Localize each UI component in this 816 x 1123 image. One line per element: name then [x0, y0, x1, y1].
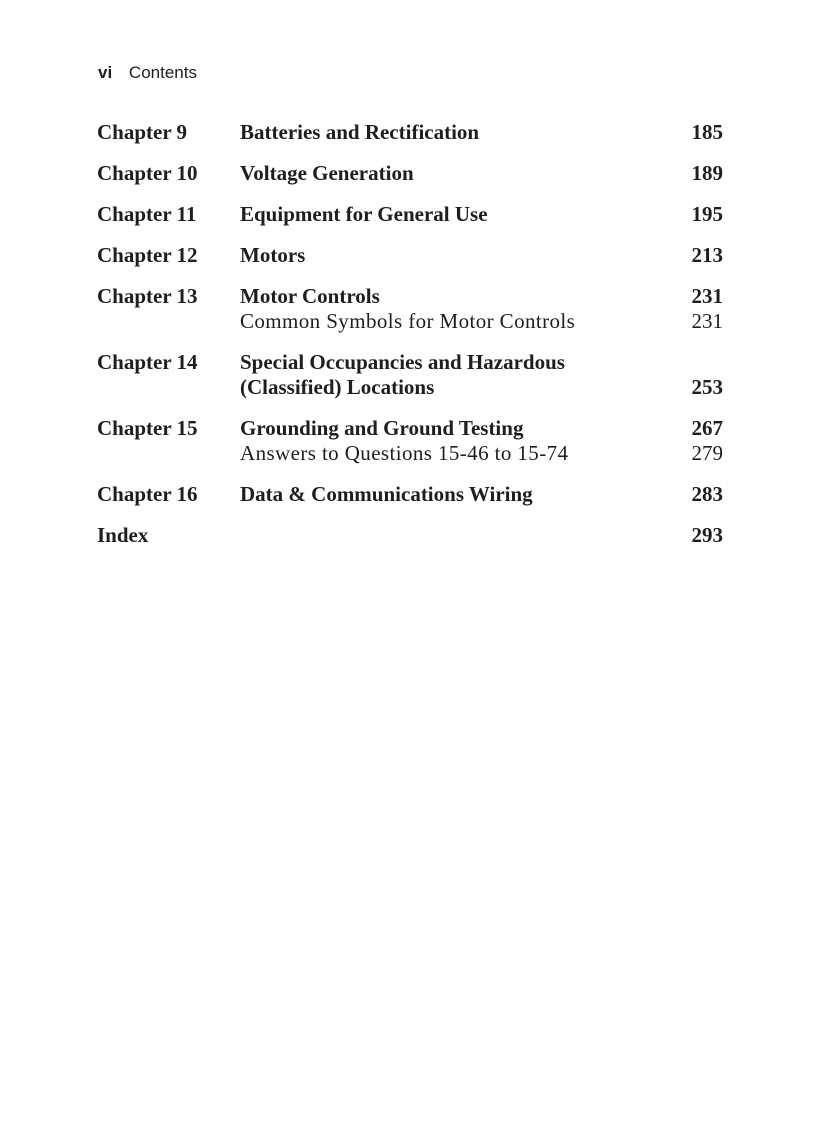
chapter-page-number: 253: [691, 375, 723, 399]
page-folio: vi: [98, 63, 113, 82]
toc-entry-chapter-12[interactable]: [97, 243, 723, 268]
chapter-page-number: 231: [691, 284, 723, 308]
index-title: [240, 523, 663, 548]
chapter-title: Motors: [240, 243, 306, 267]
chapter-title: Data & Communications Wiring: [240, 482, 533, 506]
chapter-label: Chapter 9: [97, 120, 188, 144]
chapter-title-line-2: (Classified) Locations: [240, 375, 435, 399]
chapter-page-number: 195: [691, 202, 723, 226]
chapter-label: Chapter 11: [97, 202, 197, 226]
chapter-label: Chapter 13: [97, 284, 198, 308]
index-page-number: 293: [691, 523, 723, 547]
running-head-title: Contents: [128, 63, 197, 82]
chapter-title: Equipment for General Use: [240, 202, 488, 226]
toc-entry-chapter-10[interactable]: [97, 161, 723, 186]
toc-entry-chapter-9[interactable]: [97, 120, 723, 145]
chapter-page-number: 185: [691, 120, 723, 144]
toc-entry-chapter-13[interactable]: [97, 284, 723, 334]
running-head: [98, 62, 197, 84]
section-title[interactable]: Answers to Questions 15-46 to 15-74: [240, 441, 569, 465]
chapter-page-number: 283: [691, 482, 723, 506]
toc-entry-chapter-11[interactable]: [97, 202, 723, 227]
toc-entry-chapter-14[interactable]: [97, 350, 723, 400]
chapter-title: Motor Controls: [240, 284, 380, 308]
table-of-contents: [97, 120, 723, 564]
chapter-title: Batteries and Rectification: [240, 120, 480, 144]
chapter-page-number: 267: [691, 416, 723, 440]
section-page-number: 279: [691, 441, 723, 465]
toc-entry-index[interactable]: [97, 523, 723, 548]
chapter-title: [240, 350, 663, 400]
toc-entry-chapter-15[interactable]: [97, 416, 723, 466]
section-title[interactable]: Common Symbols for Motor Controls: [240, 309, 576, 333]
chapter-title-line-1: Special Occupancies and Hazardous: [240, 350, 565, 374]
chapter-label: Chapter 12: [97, 243, 198, 267]
chapter-label: Chapter 16: [97, 482, 198, 506]
section-page-number: 231: [691, 309, 723, 333]
chapter-page-number: 189: [691, 161, 723, 185]
chapter-label: Chapter 14: [97, 350, 198, 374]
index-label: Index: [97, 523, 149, 547]
chapter-title: Grounding and Ground Testing: [240, 416, 524, 440]
chapter-label: Chapter 15: [97, 416, 198, 440]
toc-entry-chapter-16[interactable]: [97, 482, 723, 507]
chapter-page-number: 213: [691, 243, 723, 267]
chapter-label: Chapter 10: [97, 161, 198, 185]
chapter-title: Voltage Generation: [240, 161, 414, 185]
